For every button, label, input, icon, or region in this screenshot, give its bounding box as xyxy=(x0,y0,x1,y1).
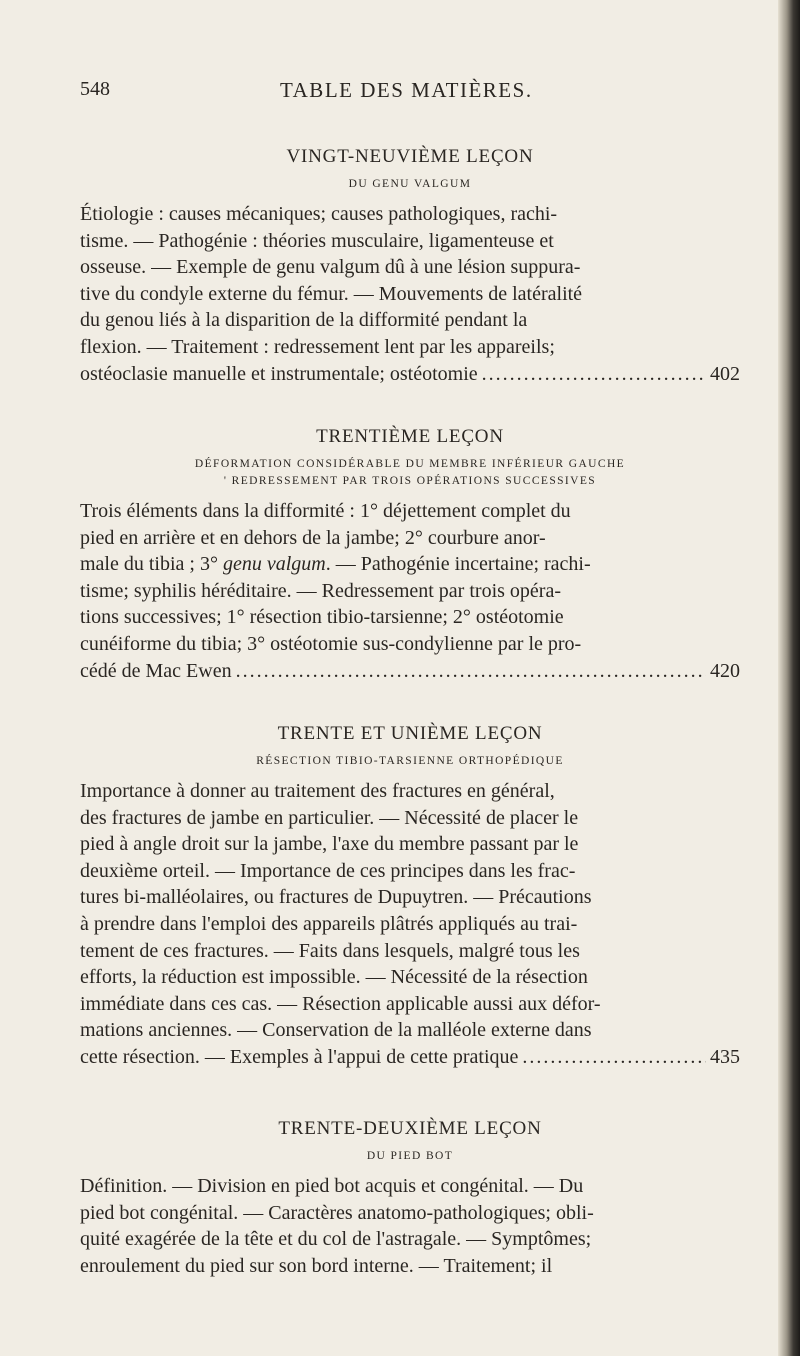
summary-line: immédiate dans ces cas. — Résection applicable aussi aux défor- xyxy=(80,992,601,1015)
summary-line: tement de ces fractures. — Faits dans lesquels, malgré tous les xyxy=(80,939,580,962)
summary-line: des fractures de jambe en particulier. — Nécessité de placer le xyxy=(80,806,579,829)
summary-line: tisme; syphilis héréditaire. — Redressement par trois opéra- xyxy=(80,579,561,602)
lesson-title: TRENTIÈME LEÇON xyxy=(316,426,504,447)
summary-line: tions successives; 1° résection tibio-tarsienne; 2° ostéotomie xyxy=(80,606,564,629)
summary-line: Définition. — Division en pied bot acquis et congénital. — Du xyxy=(80,1175,584,1197)
lesson-31 xyxy=(80,721,740,1071)
summary-line: du genou liés à la disparition de la difformité pendant la xyxy=(80,309,528,332)
dot-leader xyxy=(236,658,706,685)
lesson-title: TRENTE ET UNIÈME LEÇON xyxy=(277,723,543,744)
lesson-summary xyxy=(80,498,740,684)
running-title: TABLE DES MATIÈRES. xyxy=(280,78,533,102)
lesson-subtitle: DÉFORMATION CONSIDÉRABLE DU MEMBRE INFÉRIEUR GAUCHE xyxy=(194,458,626,470)
lesson-summary xyxy=(80,1173,740,1279)
toc-entry-line xyxy=(80,658,740,685)
summary-line: Trois éléments dans la difformité : 1° déjettement complet du xyxy=(80,500,571,522)
summary-line: efforts, la réduction est impossible. — Nécessité de la résection xyxy=(80,966,588,989)
lesson-subtitle: DU GENU VALGUM xyxy=(348,178,472,190)
lesson-subtitle: DU PIED BOT xyxy=(366,1150,454,1162)
summary-line: osseuse. — Exemple de genu valgum dû à une lésion suppura- xyxy=(80,256,581,279)
summary-line: ostéoclasie manuelle et instrumentale; ostéotomie xyxy=(80,362,478,385)
toc-page-number: 420 xyxy=(710,659,740,682)
summary-line: à prendre dans l'emploi des appareils plâtrés appliqués au trai- xyxy=(80,912,578,935)
toc-entry-line xyxy=(80,361,740,388)
lesson-title: VINGT-NEUVIÈME LEÇON xyxy=(286,146,534,167)
lesson-summary xyxy=(80,778,740,1071)
summary-line: male du tibia ; 3° genu valgum. — Pathogénie incertaine; rachi- xyxy=(80,553,591,576)
summary-line: tive du condyle externe du fémur. — Mouvements de latéralité xyxy=(80,282,583,305)
lesson-subtitle: RÉSECTION TIBIO-TARSIENNE ORTHOPÉDIQUE xyxy=(256,755,564,767)
italic-term: genu valgum xyxy=(222,553,326,576)
summary-line: pied en arrière et en dehors de la jambe; 2° courbure anor- xyxy=(80,526,546,549)
toc-entry-line xyxy=(80,1044,740,1071)
summary-line: cunéiforme du tibia; 3° ostéotomie sus-condylienne par le pro- xyxy=(80,632,582,655)
book-edge-shadow xyxy=(778,0,800,1356)
summary-line: cédé de Mac Ewen xyxy=(80,659,232,682)
toc-page-number: 402 xyxy=(710,362,740,385)
lesson-summary xyxy=(80,201,740,387)
lesson-30 xyxy=(80,424,740,684)
summary-line: tures bi-malléolaires, ou fractures de Dupuytren. — Précautions xyxy=(80,886,592,909)
lesson-title: TRENTE-DEUXIÈME LEÇON xyxy=(278,1118,542,1139)
summary-line: quité exagérée de la tête et du col de l'astragale. — Symptômes; xyxy=(80,1228,592,1251)
summary-line: Importance à donner au traitement des fractures en général, xyxy=(80,780,555,802)
summary-line: flexion. — Traitement : redressement lent par les appareils; xyxy=(80,335,555,358)
summary-line: pied bot congénital. — Caractères anatomo-pathologiques; obli- xyxy=(80,1201,594,1224)
summary-line: Étiologie : causes mécaniques; causes pathologiques, rachi- xyxy=(80,203,558,225)
dot-leader xyxy=(522,1044,706,1071)
lesson-subtitle: ' REDRESSEMENT PAR TROIS OPÉRATIONS SUCCESSIVES xyxy=(223,475,597,487)
toc-page-number: 435 xyxy=(710,1045,740,1068)
summary-line: cette résection. — Exemples à l'appui de cette pratique xyxy=(80,1045,519,1068)
running-head xyxy=(80,78,740,106)
lesson-29 xyxy=(80,144,740,387)
summary-line: mations anciennes. — Conservation de la malléole externe dans xyxy=(80,1019,592,1042)
summary-line: enroulement du pied sur son bord interne. — Traitement; il xyxy=(80,1254,553,1277)
summary-line: deuxième orteil. — Importance de ces principes dans les frac- xyxy=(80,859,576,882)
summary-line: pied à angle droit sur la jambe, l'axe du membre passant par le xyxy=(80,833,579,856)
dot-leader xyxy=(482,361,706,388)
lesson-32 xyxy=(80,1116,740,1279)
page-number: 548 xyxy=(80,78,110,100)
summary-line: tisme. — Pathogénie : théories musculaire, ligamenteuse et xyxy=(80,229,554,252)
